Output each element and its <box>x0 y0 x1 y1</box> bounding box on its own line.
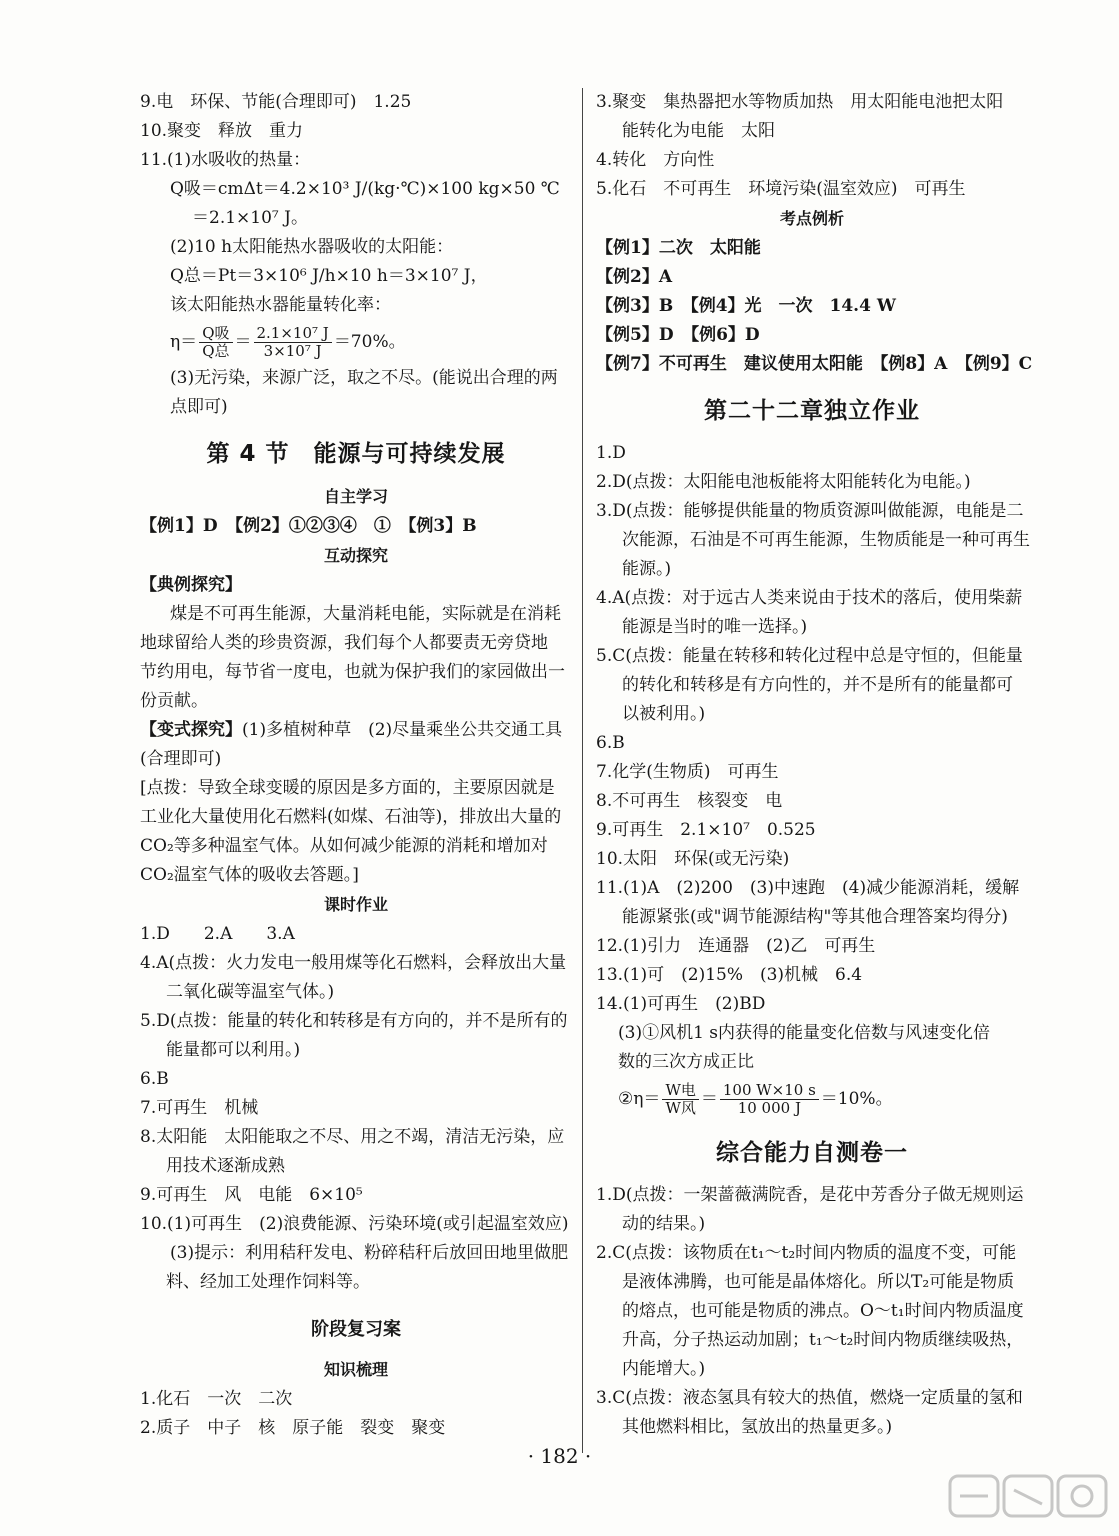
formula-line: ＝2.1×10⁷ J。 <box>192 208 308 228</box>
answer-line: 10.太阳 环保(或无污染) <box>596 849 790 869</box>
answer-line: (3)①风机1 s内获得的能量变化倍数与风速变化倍 <box>618 1023 991 1043</box>
answer-line: (2)10 h太阳能热水器吸收的太阳能： <box>170 237 454 257</box>
answer-line: 10.聚变 释放 重力 <box>140 121 304 141</box>
answer-line: 1.D 2.A 3.A <box>140 924 295 944</box>
subsection-title: 知识梳理 <box>323 1360 388 1379</box>
answer-line: 9.电 环保、节能(合理即可) 1.25 <box>140 92 412 112</box>
answer-line: 1.D(点拨：一架蔷薇满院香，是花中芳香分子做无规则运 <box>596 1185 1024 1205</box>
answer-line: 升高，分子热运动加剧；t₁～t₂时间内物质继续吸热， <box>622 1330 1024 1350</box>
paragraph-line: 煤是不可再生能源，大量消耗电能，实际就是在消耗 <box>170 604 561 624</box>
answer-line: 能量都可以利用。) <box>166 1040 301 1060</box>
answer-line: 9.可再生 2.1×10⁷ 0.525 <box>596 820 816 840</box>
answer-text: (1)多植树种草 (2)尽量乘坐公共交通工具 <box>242 720 563 740</box>
fraction-numerator: 100 W×10 s <box>720 1082 819 1100</box>
hint-line: [点拨：导致全球变暖的原因是多方面的，主要原因就是 <box>140 778 555 798</box>
formula-line: Q吸＝cmΔt＝4.2×10³ J/(kg·℃)×100 kg×50 ℃ <box>170 179 560 199</box>
answer-line: 8.太阳能 太阳能取之不尽、用之不竭，清洁无污染，应 <box>140 1127 565 1147</box>
answer-line: 5.化石 不可再生 环境污染(温室效应) 可再生 <box>596 179 966 199</box>
answer-line: 动的结果。) <box>622 1214 706 1234</box>
efficiency-formula <box>596 1077 1028 1121</box>
chapter-title: 第二十二章独立作业 <box>704 398 920 424</box>
answer-line: 【例1】D 【例2】①②③④ ① 【例3】B <box>140 516 477 536</box>
hint-line: CO₂温室气体的吸收去答题。] <box>140 865 359 885</box>
answer-line: 4.A(点拨：对于远古人类来说由于技术的落后，使用柴薪 <box>596 588 1023 608</box>
answer-line: 1.化石 一次 二次 <box>140 1389 293 1409</box>
right-column <box>596 88 1033 1442</box>
answer-line: 能转化为电能 太阳 <box>622 121 775 141</box>
left-column <box>140 88 572 1443</box>
label: 【变式探究】 <box>140 720 242 740</box>
paragraph-line: 节约用电，每节省一度电，也就为保护我们的家园做出一 <box>140 662 565 682</box>
answer-line <box>140 716 572 745</box>
hint-line: CO₂等多种温室气体。从如何减少能源的消耗和增加对 <box>140 836 548 856</box>
fraction <box>720 1082 819 1117</box>
paragraph-line: 份贡献。 <box>140 691 208 711</box>
eta-symbol: ②η＝ <box>618 1089 661 1109</box>
answer-line: 6.B <box>140 1069 169 1089</box>
fraction <box>199 325 232 360</box>
formula-line: Q总＝Pt＝3×10⁶ J/h×10 h＝3×10⁷ J， <box>170 266 488 286</box>
answer-line: 【例7】不可再生 建议使用太阳能 【例8】A 【例9】C <box>596 354 1033 374</box>
fraction-denominator: Q总 <box>202 342 230 360</box>
answer-line: 料、经加工处理作饲料等。 <box>166 1272 370 1292</box>
answer-line: 14.(1)可再生 (2)BD <box>596 994 766 1014</box>
answer-line: 4.A(点拨：火力发电一般用煤等化石燃料，会释放出大量 <box>140 953 567 973</box>
fraction <box>254 325 332 360</box>
answer-line: 以被利用。) <box>622 704 706 724</box>
answer-line: 1.D <box>596 443 626 463</box>
answer-line: 的转化和转移是有方向性的，并不是所有的能量都可 <box>622 675 1013 695</box>
answer-line: 用技术逐渐成熟 <box>166 1156 285 1176</box>
answer-line: 3.聚变 集热器把水等物质加热 用太阳能电池把太阳 <box>596 92 1004 112</box>
answer-line: 其他燃料相比，氢放出的热量更多。) <box>622 1417 893 1437</box>
answer-line: 12.(1)引力 连通器 (2)乙 可再生 <box>596 936 876 956</box>
answer-line: 二氧化碳等温室气体。) <box>166 982 335 1002</box>
answer-line: 3.D(点拨：能够提供能量的物质资源叫做能源，电能是二 <box>596 501 1024 521</box>
label-line: 【典例探究】 <box>140 575 242 595</box>
answer-line: 2.D(点拨：太阳能电池板能将太阳能转化为电能。) <box>596 472 971 492</box>
answer-line: 9.可再生 风 电能 6×10⁵ <box>140 1185 363 1205</box>
answer-line: 能源。) <box>622 559 672 579</box>
answer-line: (3)提示：利用秸秆发电、粉碎秸秆后放回田地里做肥 <box>170 1243 569 1263</box>
fraction <box>662 1082 698 1117</box>
equals-sign: ＝ <box>234 332 252 352</box>
equals-sign: ＝ <box>700 1089 718 1109</box>
answer-line: 能源是当时的唯一选择。) <box>622 617 808 637</box>
subsection-title: 阶段复习案 <box>311 1319 401 1340</box>
answer-line: 10.(1)可再生 (2)浪费能源、污染环境(或引起温室效应) <box>140 1214 569 1234</box>
answer-line: 【例3】B 【例4】光 一次 14.4 W <box>596 296 896 316</box>
answer-line: 2.C(点拨：该物质在t₁～t₂时间内物质的温度不变，可能 <box>596 1243 1017 1263</box>
answer-line: 内能增大。) <box>622 1359 706 1379</box>
answer-line: 点即可) <box>170 397 228 417</box>
answer-line: 11.(1)水吸收的热量： <box>140 150 311 170</box>
column-divider <box>582 88 583 1453</box>
eta-symbol: η＝ <box>170 332 198 352</box>
answer-line: (合理即可) <box>140 749 222 769</box>
answer-line: 数的三次方成正比 <box>618 1052 754 1072</box>
formula-result: ＝70%。 <box>333 332 406 352</box>
answer-line: 该太阳能热水器能量转化率： <box>170 295 391 315</box>
answer-line: 7.化学(生物质) 可再生 <box>596 762 779 782</box>
subsection-title: 课时作业 <box>323 895 388 914</box>
answer-line: 2.质子 中子 核 原子能 裂变 聚变 <box>140 1418 446 1438</box>
fraction-numerator: W电 <box>662 1082 698 1100</box>
answer-line: 能源紧张(或"调节能源结构"等其他合理答案均得分) <box>622 907 1008 927</box>
answer-line: 【例2】A <box>596 267 673 287</box>
answer-line: 【例1】二次 太阳能 <box>596 238 761 258</box>
answer-line: 的熔点，也可能是物质的沸点。O～t₁时间内物质温度 <box>622 1301 1024 1321</box>
fraction-numerator: 2.1×10⁷ J <box>254 325 332 343</box>
answer-line: 11.(1)A (2)200 (3)中速跑 (4)减少能源消耗，缓解 <box>596 878 1020 898</box>
answer-line: 4.转化 方向性 <box>596 150 715 170</box>
answer-line: 13.(1)可 (2)15% (3)机械 6.4 <box>596 965 863 985</box>
hint-line: 工业化大量使用化石燃料(如煤、石油等)，排放出大量的 <box>140 807 562 827</box>
answer-line: 3.C(点拨：液态氢具有较大的热值，燃烧一定质量的氢和 <box>596 1388 1023 1408</box>
subsection-title: 考点例析 <box>779 209 844 228</box>
answer-line: 7.可再生 机械 <box>140 1098 259 1118</box>
answer-line: 【例5】D 【例6】D <box>596 325 760 345</box>
answer-line: 5.D(点拨：能量的转化和转移是有方向的，并不是所有的 <box>140 1011 568 1031</box>
section-title: 第 4 节 能源与可持续发展 <box>206 441 506 467</box>
fraction-denominator: W风 <box>665 1099 696 1117</box>
efficiency-formula <box>140 320 572 364</box>
chapter-title: 综合能力自测卷一 <box>716 1140 908 1166</box>
page-number: · 182 · <box>527 1444 592 1468</box>
answer-line: (3)无污染，来源广泛，取之不尽。(能说出合理的两 <box>170 368 558 388</box>
answer-line: 8.不可再生 核裂变 电 <box>596 791 783 811</box>
answer-line: 6.B <box>596 733 625 753</box>
answer-line: 5.C(点拨：能量在转移和转化过程中总是守恒的，但能量 <box>596 646 1023 666</box>
subsection-title: 互动探究 <box>323 546 388 565</box>
answer-line: 次能源，石油是不可再生能源，生物质能是一种可再生 <box>622 530 1030 550</box>
answer-line: 是液体沸腾，也可能是晶体熔化。所以T₂可能是物质 <box>622 1272 1015 1292</box>
formula-result: ＝10%。 <box>820 1089 893 1109</box>
watermark-logo <box>946 1470 1110 1530</box>
fraction-denominator: 10 000 J <box>737 1099 801 1117</box>
fraction-denominator: 3×10⁷ J <box>263 342 322 360</box>
subsection-title: 自主学习 <box>323 487 388 506</box>
fraction-numerator: Q吸 <box>199 325 232 343</box>
paragraph-line: 地球留给人类的珍贵资源，我们每个人都要责无旁贷地 <box>140 633 548 653</box>
